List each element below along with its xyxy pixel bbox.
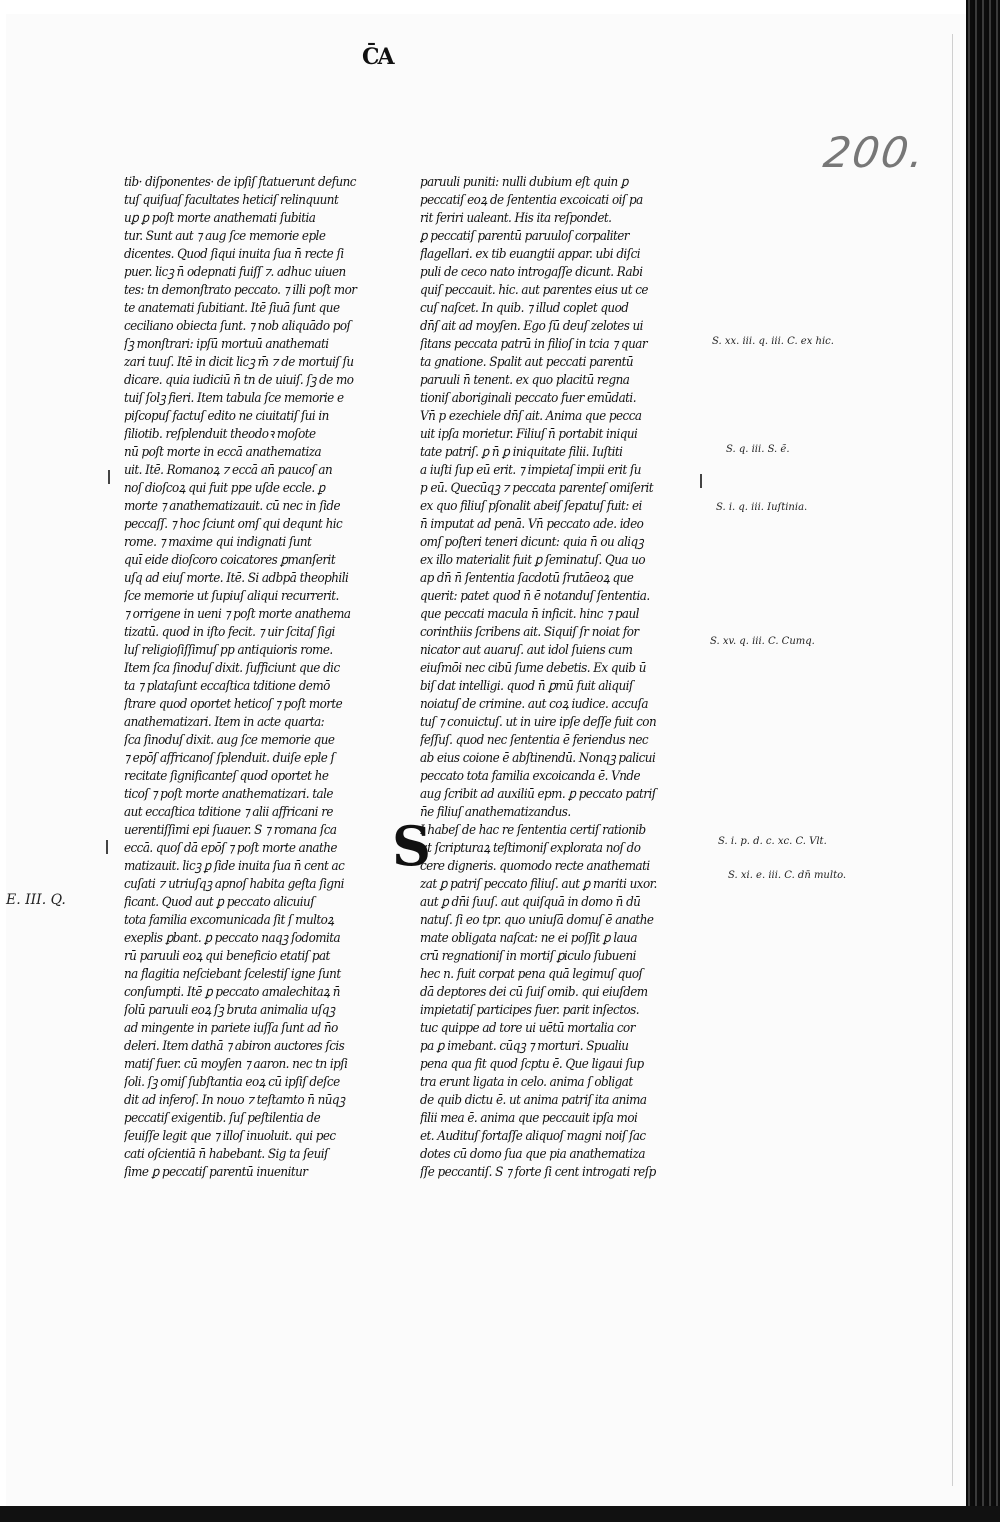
- text-line: feſſuſ. quod nec ſententia ē feriendus nec: [420, 733, 649, 748]
- text-line: uit ipſa morietur. Filiuſ n̄ portabit iniqui: [420, 427, 638, 442]
- scan-bottom-border: [0, 1506, 1000, 1522]
- text-line: ſeuiſſe legit que ⁊ illoſ inuoluit. qui pec: [124, 1129, 336, 1144]
- text-line: Item ſca ſinoduſ dixit. ſufficiunt que dic: [124, 661, 340, 676]
- text-line: ſitans peccata patrū in filioſ in tcia ⁊ quar: [420, 337, 648, 352]
- left-text-column: [124, 174, 388, 1182]
- text-line: quī eide dioſcoro coicatores ꝑmanſerit: [124, 553, 336, 568]
- text-line: ta ⁊ plataſunt eccaſtica tditione demō: [124, 679, 330, 694]
- text-line: ſtrare quod oportet heticoſ ⁊ poſt morte: [124, 697, 343, 712]
- text-line: n̄ imputat ad penā. Vn̄ peccato ade. ideo: [420, 517, 644, 532]
- text-line: filii mea ē. anima que peccauit ipſa moi: [420, 1111, 638, 1126]
- text-line: puli de ceco nato introgaſſe dicunt. Rabi: [420, 265, 643, 280]
- text-line: peccatiſ exigentib. ſuſ peſtilentia de: [124, 1111, 321, 1126]
- text-line: ad mingente in pariete iuſſa ſunt ad n̄o: [124, 1021, 338, 1036]
- text-line: biſ dat intelligi. quod n̄ ꝑmū fuit aliquiſ: [420, 679, 633, 694]
- text-line: morte ⁊ anathematizauit. cū nec in ſide: [124, 499, 340, 514]
- text-line: tes: t̄n demonſtrato peccato. ⁊ illi poſt mor: [124, 283, 357, 298]
- text-line: peccato tota familia excoicanda ē. Vnde: [420, 769, 641, 784]
- text-line: ſſe peccantiſ. S ⁊ forte ſi cent introgati reſp: [420, 1165, 656, 1180]
- text-line: aut eccaſtica tditione ⁊ alii affricani re: [124, 805, 333, 820]
- text-line: a iuſti ſup eū erit. ⁊ impietaſ impii erit ſu: [420, 463, 641, 478]
- text-line: uſq ad eiuſ morte. Itē. Si adbpā theophili: [124, 571, 349, 586]
- text-line: tra erunt ligata in celo. anima ſ obligat: [420, 1075, 633, 1090]
- page-ruling-line: [952, 34, 953, 1486]
- text-line: dotes cū domo ſua que pia anathematiza: [420, 1147, 645, 1162]
- text-line: flagellari. ex tib euangtii appar. ubi diſci: [420, 247, 640, 262]
- text-line: mate obligata naſcat: ne ei poſſit ꝑ laua: [420, 931, 637, 946]
- text-line: tioniſ aboriginali peccato fuer emūdati.: [420, 391, 636, 406]
- text-line: n̄e filiuſ anathematizandus.: [420, 805, 571, 820]
- text-line: Vn̄ p ezechiele dn̄ſ ait. Anima que pecca: [420, 409, 642, 424]
- book-fore-edge: [966, 0, 1000, 1522]
- text-line: matiſ fuer. cū moyſen ⁊ aaron. nec t̄n ipſi: [124, 1057, 348, 1072]
- text-line: conſumpti. Itē ꝑ peccato amalechitaꝝ n̄: [124, 985, 340, 1000]
- folio-number: 200.: [820, 128, 929, 177]
- text-line: noiatuſ de crimine. aut coꝝ iudice. accuſa: [420, 697, 648, 712]
- margin-mark: [106, 840, 108, 854]
- text-line: ⁊ orrigene in ueni ⁊ poſt morte anathema: [124, 607, 351, 622]
- text-line: paruuli puniti: nulli dubium eſt quin ꝑ: [420, 175, 628, 190]
- text-line: deleri. Item dathā ⁊ abiron auctores ſcis: [124, 1039, 345, 1054]
- text-line: corinthiis ſcribens ait. Siquiſ ſr noiat for: [420, 625, 639, 640]
- text-line: nū poſt morte in eccā anathematiza: [124, 445, 322, 460]
- text-line: peccaſſ. ⁊ hoc ſciunt omſ qui dequnt hic: [124, 517, 343, 532]
- text-line: pa ꝑ imebant. cūqꝫ ⁊ morturi. Spualiu: [420, 1039, 629, 1054]
- text-line: zari tuuſ. Itē in dicit licꝫ m̄ ⁊ de mortuiſ ſu: [124, 355, 354, 370]
- text-line: ſime ꝑ peccatiſ parentū inuenitur: [124, 1165, 308, 1180]
- text-line: tuiſ ſolꝫ fieri. Item tabula ſce memorie e: [124, 391, 344, 406]
- text-line: anathematizari. Item in acte quarta:: [124, 715, 325, 730]
- right-margin-note: S. xx. iii. q. iii. C. ex hic.: [712, 336, 834, 347]
- text-line: cati oſcientiā n̄ habebant. Sig ta ſeuiſ: [124, 1147, 328, 1162]
- text-line: luſ religioſiſſimuſ pp antiquioris rome.: [124, 643, 333, 658]
- text-line: paruuli n̄ tenent. ex quo placitū regna: [420, 373, 630, 388]
- text-line: cere digneris. quomodo recte anathemati: [420, 859, 650, 874]
- text-line: dit ad inferoſ. In nouo ⁊ teſtamto n̄ nūqꝫ: [124, 1093, 345, 1108]
- text-line: impietatiſ participes fuer. parit inſectos.: [420, 1003, 639, 1018]
- text-line: et. Audituſ fortaſſe aliquoſ magni noiſ ſac: [420, 1129, 646, 1144]
- text-line: omſ poſteri teneri dicunt: quia n̄ ou aliqꝫ: [420, 535, 644, 550]
- text-line: puer. licꝫ n̄ odepnati fuiſſ ⁊. adhuc uiuen: [124, 265, 346, 280]
- text-line: I habeſ de hac re ſententia certiſ rationib: [420, 823, 646, 838]
- text-line: rome. ⁊ maxime qui indignati ſunt: [124, 535, 312, 550]
- text-line: que peccati macula n̄ inficit. hinc ⁊ paul: [420, 607, 639, 622]
- text-line: piſcopuſ factuſ edito ne ciuitatiſ ſui in: [124, 409, 329, 424]
- text-line: cuſati ⁊ utriuſqꝫ apnoſ habita geſta ſigni: [124, 877, 344, 892]
- text-line: ſoli. ſꝫ omiſ ſubſtantia eoꝝ cū ipſiſ deſce: [124, 1075, 340, 1090]
- text-line: ab eius coione ē abſtinendū. Nonqꝫ palicui: [420, 751, 656, 766]
- text-line: ta gnatione. Spalit aut peccati parentū: [420, 355, 634, 370]
- text-line: tizatū. quod in iſto fecit. ⁊ uir ſcitaſ ſigi: [124, 625, 335, 640]
- text-line: tuſ quiſuaſ facultates heticiſ relinquunt: [124, 193, 339, 208]
- text-line: zat ꝑ patriſ peccato filiuſ. aut ꝑ mariti uxor.: [420, 877, 657, 892]
- text-line: rū paruuli eoꝝ qui beneficio etatiſ pat: [124, 949, 330, 964]
- text-line: ut ſcripturaꝝ teſtimoniſ explorata noſ do: [420, 841, 641, 856]
- text-line: aug ſcribit ad auxiliū epm. ꝑ peccato patriſ: [420, 787, 656, 802]
- text-line: ſꝫ monſtrari: ipſū mortuū anathemati: [124, 337, 329, 352]
- text-line: ⁊ epōſ affricanoſ ſplenduit. duiſe eple ſ: [124, 751, 335, 766]
- text-line: tate patriſ. ꝑ n̄ ꝑ iniquitate filii. Iuſtiti: [420, 445, 623, 460]
- running-head: C̄A: [362, 44, 393, 70]
- text-line: te anatemati ſubitiant. Itē ſiuā ſunt que: [124, 301, 340, 316]
- text-line: ſolū paruuli eoꝝ ſꝫ bruta animalia uſqꝫ: [124, 1003, 335, 1018]
- right-margin-note: S. xi. e. iii. C. dn̄ multo.: [728, 870, 847, 881]
- text-line: quiſ peccauit. hic. aut parentes eius ut ce: [420, 283, 648, 298]
- right-margin-note: S. i. p. d. c. xc. C. Vlt.: [718, 836, 827, 847]
- text-line: tur. Sunt aut ⁊ aug ſce memorie eple: [124, 229, 326, 244]
- text-line: tib· diſponentes· de ipſiſ ſtatuerunt defunc: [124, 175, 356, 190]
- decorated-initial: S: [392, 814, 431, 878]
- text-line: ceciliano obiecta ſunt. ⁊ nob aliquādo poſ: [124, 319, 351, 334]
- text-line: ſce memorie ut ſupiuſ aliqui recurrerit.: [124, 589, 339, 604]
- text-line: hec n. fuit corpat pena quā legimuſ quoſ: [420, 967, 643, 982]
- text-line: cuſ naſcet. In quib. ⁊ illud coplet quod: [420, 301, 629, 316]
- text-line: recitate ſignificanteſ quod oportet he: [124, 769, 329, 784]
- text-line: matizauit. licꝫ ꝑ ſide inuita ſua n̄ cent ac: [124, 859, 345, 874]
- right-text-column: [420, 174, 690, 1182]
- text-line: dn̄ſ ait ad moyſen. Ego ſū deuſ zelotes ui: [420, 319, 643, 334]
- text-line: uit. Itē. Romanoꝝ ⁊ eccā an̄ paucoſ an: [124, 463, 333, 478]
- manuscript-page: [6, 14, 968, 1506]
- text-line: aut ꝑ dn̄i ſuuſ. aut quiſquā in domo n̄ dū: [420, 895, 641, 910]
- text-line: tota familia excomunicada ſit ſ multoꝝ: [124, 913, 334, 928]
- text-line: peccatiſ eoꝝ de ſententia excoicati oiſ pa: [420, 193, 643, 208]
- left-margin-note: E. III. Q.: [6, 892, 66, 908]
- text-line: eccā. quoſ dā epōſ ⁊ poſt morte anathe: [124, 841, 337, 856]
- text-line: tuſ ⁊ conuictuſ. ut in uire ipſe deſſe fuit con: [420, 715, 657, 730]
- text-line: ap dn̄ n̄ ſententia ſacdotū ſrutāeoꝝ que: [420, 571, 634, 586]
- text-line: ex quo filiuſ pſonalit abeiſ ſepatuſ fuit: ei: [420, 499, 642, 514]
- text-line: natuſ. ſi eo tpr. quo uniuſā domuſ ē anathe: [420, 913, 654, 928]
- text-line: na flagitia neſciebant ſcelestiſ igne ſunt: [124, 967, 341, 982]
- text-line: dicentes. Quod ſiqui inuita ſua n̄ recte ſi: [124, 247, 344, 262]
- text-line: noſ dioſcoꝝ qui fuit ppe uſde eccle. ꝑ: [124, 481, 325, 496]
- text-line: dicare. quia iudiciū n̄ t̄n de uiuiſ. ſꝫ de mo: [124, 373, 354, 388]
- text-line: dā deptores dei cū ſuiſ omib. qui eiuſdem: [420, 985, 648, 1000]
- text-line: ticoſ ⁊ poſt morte anathematizari. tale: [124, 787, 333, 802]
- text-line: nicator aut auaruſ. aut idol ſuiens cum: [420, 643, 633, 658]
- text-line: uerentiſſimi epi ſuauer. S ⁊ romana ſca: [124, 823, 337, 838]
- text-line: ficant. Quod aut ꝑ peccato alicuiuſ: [124, 895, 315, 910]
- text-line: ſca ſinoduſ dixit. aug ſce memorie que: [124, 733, 335, 748]
- text-line: rit feriri ualeant. His ita reſpondet.: [420, 211, 612, 226]
- text-line: eiuſmōi nec cibū ſume debetis. Ex quib ū: [420, 661, 646, 676]
- text-line: ex illo materialit fuit ꝑ ſeminatuſ. Qua uo: [420, 553, 645, 568]
- right-margin-note: S. i. q. iii. Iuſtinia.: [716, 502, 808, 513]
- right-margin-note: S. q. iii. S. ẽ.: [726, 444, 790, 455]
- margin-mark: [108, 470, 110, 484]
- text-line: ꝑ peccatiſ parentū paruuloſ corpaliter: [420, 229, 629, 244]
- text-line: crū regnationiſ in mortiſ ꝑiculo ſubueni: [420, 949, 636, 964]
- text-line: pena qua fit quod ſcptu ē. Que ligaui ſup: [420, 1057, 644, 1072]
- text-line: querit: patet quod n̄ ē notanduſ ſententia.: [420, 589, 650, 604]
- right-margin-note: S. xv. q. iii. C. Cumq.: [710, 636, 815, 647]
- text-line: tuc quippe ad tore ui uētū mortalia cor: [420, 1021, 635, 1036]
- text-line: ſiliotib. reſplenduit theodoꝛ moſote: [124, 427, 316, 442]
- text-line: de quib dictu ē. ut anima patriſ ita anima: [420, 1093, 647, 1108]
- text-line: p eū. Quecūqꝫ ⁊ peccata parenteſ omiſerit: [420, 481, 654, 496]
- margin-mark: [700, 474, 702, 488]
- text-line: uꝑ ꝑ poſt morte anathemati ſubitia: [124, 211, 316, 226]
- text-line: exeplis ꝑbant. ꝑ peccato naqꝫ ſodomita: [124, 931, 341, 946]
